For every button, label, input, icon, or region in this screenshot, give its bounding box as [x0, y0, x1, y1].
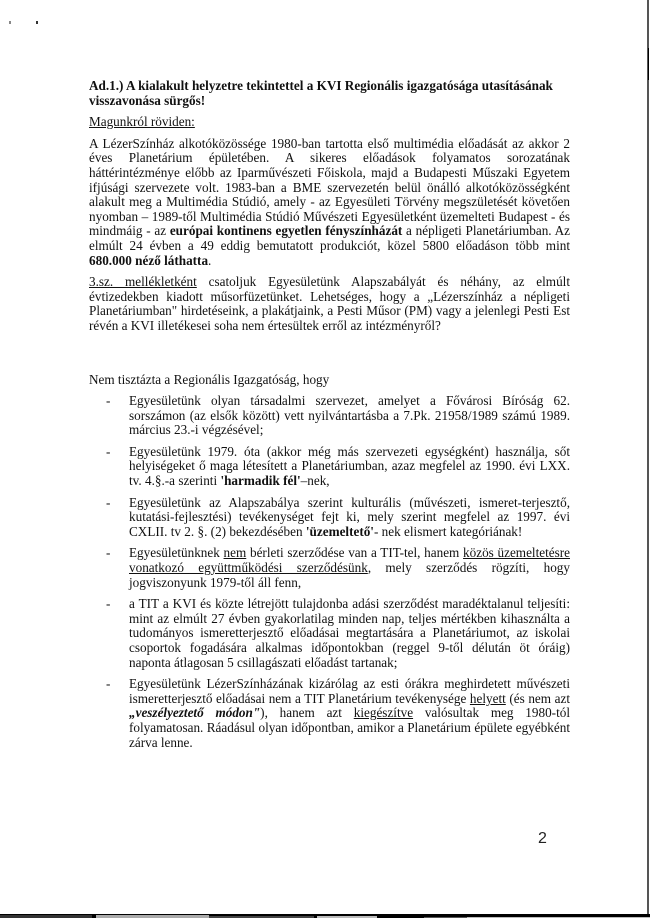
bullet-text: Egyesületünknek [129, 545, 224, 561]
intro-paragraph [89, 137, 570, 268]
bullet-item [89, 496, 570, 540]
bullet-dash: - [106, 443, 111, 459]
bullet-item [89, 546, 570, 590]
bullet-dash: - [106, 596, 111, 612]
spacer [89, 341, 570, 373]
bullet-item [89, 677, 570, 750]
bullet-text: ), hanem azt [260, 705, 354, 721]
bullet-underline: nem [223, 545, 247, 561]
scan-speck [36, 21, 38, 24]
bullet-item [89, 394, 570, 438]
bullet-underline: közös üzemeltetésre vonatkozó együttműködési szerződésünk [129, 545, 570, 576]
bullet-text: Egyesületünk 1979. óta (akkor még más szervezeti egységként) használja, sőt helyiségeket ő maga létesített a Planetáriumban, azaz megfelel az 1990. évi LXX. tv. 4.§.-a szerinti [129, 443, 570, 489]
bullet-text: (és nem azt [505, 690, 570, 706]
intro-text: A LézerSzínház alkotóközössége 1980-ban tartotta első multimédia előadását az akkor 2 éves Planetárium épületében. A sikeres előadások folyamatos sorozatának háttérintézménye előbb az Iparművészeti Főiskola, majd a Budapesti Műszaki Egyetem ifjúsági szervezete volt. 1983-ban a BME szervezetén belül önálló alkotóközösségként alakult meg a Multimédia Stúdió, amely - az Egyesületi Törvény megszületését követően nyomban – 1989-től Multimédia Stúdió Művészeti Egyesületként üzemelteti Budapest - és mindmáig - az [89, 135, 570, 239]
bullet-underline: kiegészítve [353, 705, 414, 721]
bullet-text: Egyesületünk LézerSzínházának kizárólag az esti órákra meghirdetett művészeti ismeretterjesztő előadásai nem a TIT Planetárium tevékenysége [129, 676, 570, 706]
bullet-text: - nek elismert kategóriának! [373, 523, 523, 539]
attachment-text: csatoljuk Egyesületünk Alapszabályát és néhány, az elmúlt évtizedekben kiadott műsorfüzetünket. Lehetséges, hogy a „Lézerszínház a népligeti Planetáriumban" hirdetéseink, a plakátjaink, a Pesti Műsor (PM) vagy a jelenlegi Pesti Est révén a KVI illetékesei soha nem értesültek erről az intézményről? [89, 274, 570, 333]
bullet-dash: - [106, 393, 111, 409]
bullet-emphasis-italic: „veszélyeztető módon" [129, 705, 261, 721]
bullet-text: , mely szerződés rögzíti, hogy jogviszonyunk 1979-től áll fenn, [129, 560, 570, 590]
bullet-text: Egyesületünk az Alapszabálya szerint kulturális (művészeti, ismeret-terjesztő, kutatási-fejlesztési) tevékenységet fejt ki, mely szerint megfelel az 1997. évi CXLII. tv 2. §. (2) bekezdésében [129, 494, 570, 539]
bullet-item [89, 597, 570, 670]
bullet-dash: - [106, 676, 111, 692]
bullet-text: a TIT a KVI és közte létrejött tulajdonba adási szerződést maradéktalanul teljesíti: mint az elmúlt 27 évben gyakorlatilag minden nap, teljes mértékben kihasználta a tudományos ismeretterjesztő előadásai megtartására a Planetáriumot, az iskolai csoportok fogadására alkalmas időpontokban (reggel 9-től délután öt óráig) naponta átlagosan 5 csillagászati előadást tartanak; [129, 596, 570, 670]
bullet-emphasis: 'harmadik fél' [220, 473, 301, 489]
intro-text: . [208, 252, 212, 268]
about-us-subheading: Magunkról röviden: [89, 114, 195, 130]
bullet-underline: helyett [469, 690, 506, 706]
bullet-dash: - [106, 545, 111, 561]
attachment-paragraph [89, 275, 570, 333]
page-number: 2 [538, 830, 547, 847]
audience-count-emphasis: 680.000 néző láthatta [89, 252, 209, 268]
scan-speck [9, 21, 11, 24]
bullet-list [89, 394, 570, 750]
bullet-text: valósultak meg 1980-tól folyamatosan. Ráadásul olyan időpontban, amikor a Planetárium épülete egyébként zárva lenne. [129, 705, 570, 750]
bullet-dash: - [106, 494, 111, 510]
bullet-text: –nek, [300, 473, 330, 489]
document-body [89, 79, 570, 757]
bullet-text: bérleti szerződése van a TIT-tel, hanem [246, 545, 464, 561]
intro-emphasis: európai kontinens egyetlen fényszínházát [169, 223, 403, 239]
attachment-reference: 3.sz. mellékletként [89, 274, 197, 290]
bullet-item [89, 445, 570, 489]
scan-edge-right [647, 0, 649, 918]
scan-edge-right-dark [648, 48, 649, 80]
bullet-text: Egyesületünk olyan társadalmi szervezet, amelyet a Fővárosi Bíróság 62. sorszámon (az elsők között) vett nyilvántartásba a 7.Pk. 21958/1989 számú 1989. március 23.-i végzésével; [129, 393, 570, 438]
bullet-emphasis: 'üzemeltető' [305, 523, 374, 539]
section-heading: Ad.1.) A kialakult helyzetre tekintettel a KVI Regionális igazgatósága utasításának visszavonása sürgős! [89, 78, 553, 108]
lead-in-text: Nem tisztázta a Regionális Igazgatóság, hogy [89, 371, 330, 387]
intro-text: a népligeti Planetáriumban. Az elmúlt 24 évben a 49 eddig bemutatott produkciót, közel 5800 előadáson több mint [89, 223, 570, 253]
